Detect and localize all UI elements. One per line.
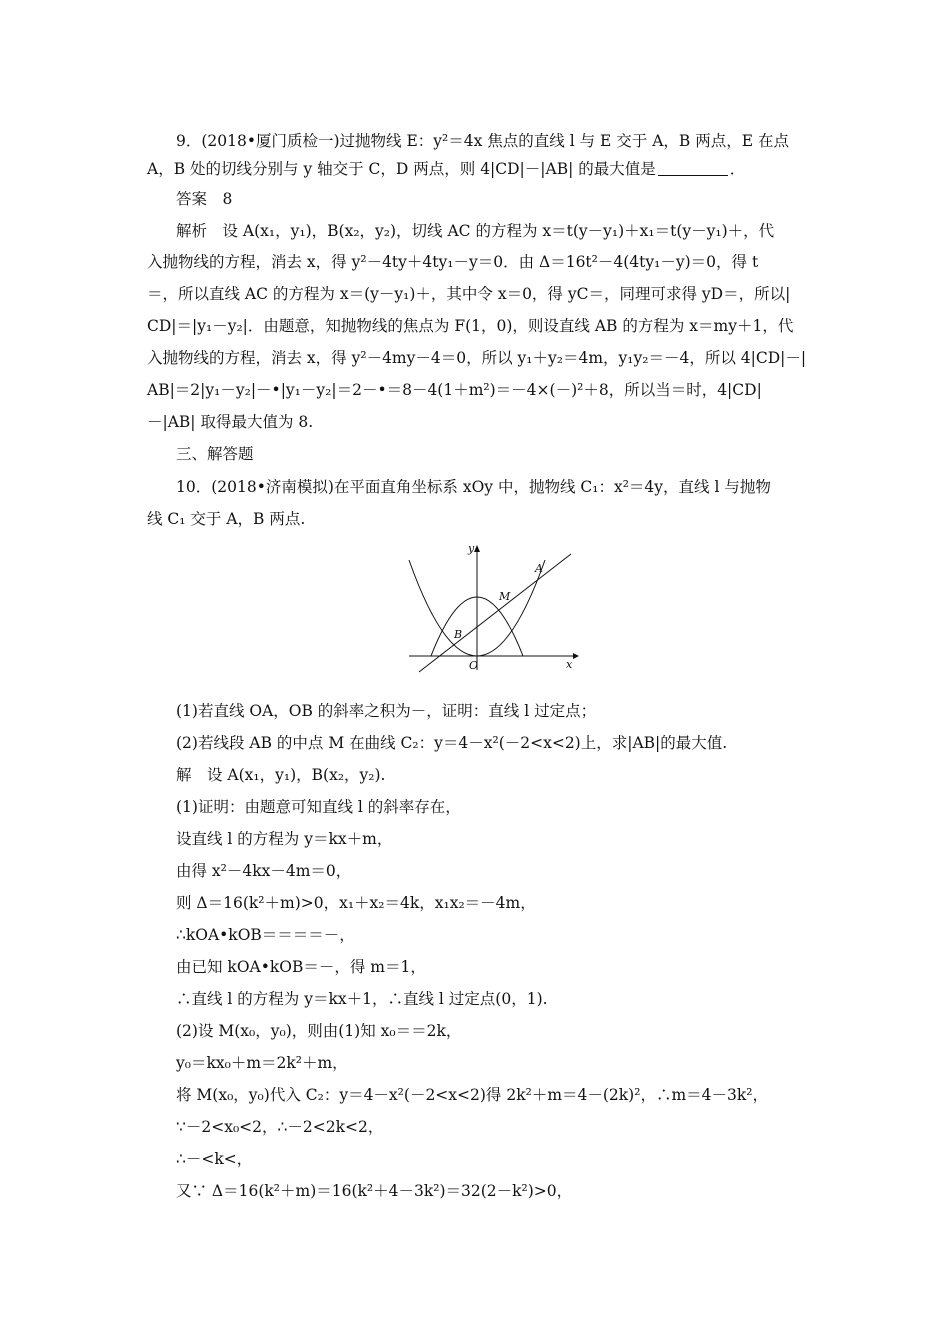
- line-text: 9．(2018•厦门质检一)过抛物线 E：y²＝4x 焦点的直线 l 与 E 交于 A，B 两点，E 在点: [176, 132, 789, 150]
- text-line-sol9c: [147, 283, 790, 305]
- text-line-q9a: [176, 130, 789, 152]
- y-axis-arrow: [474, 545, 480, 552]
- text-line-s6: [176, 924, 355, 946]
- text-line-s13: [176, 1148, 252, 1170]
- line-text: (2)若线段 AB 的中点 M 在曲线 C₂：y＝4－x²(－2<x<2)上，求|AB|的最大值.: [176, 734, 728, 752]
- line-text: 10．(2018•济南模拟)在平面直角坐标系 xOy 中，抛物线 C₁：x²＝4y，直线 l 与抛物: [176, 478, 771, 496]
- line-text: 答案 8: [176, 190, 233, 208]
- text-line-q10a: [176, 476, 771, 498]
- line-text: 入抛物线的方程，消去 x，得 y²－4ty＋4ty₁－y＝0．由 Δ＝16t²－4(4ty₁－y)＝0，得 t: [147, 253, 759, 271]
- text-line-s3: [176, 828, 392, 850]
- line-text: (2)设 M(x₀，y₀)，则由(1)知 x₀＝＝2k，: [176, 1022, 462, 1040]
- text-line-q9b: [147, 158, 745, 180]
- text-line-s8: [176, 988, 548, 1010]
- text-line-sol9e: [147, 347, 806, 369]
- parabola-figure: [405, 538, 585, 673]
- text-line-q10b: [147, 508, 305, 530]
- text-line-sol9a: [176, 220, 774, 242]
- line-text: 由已知 kOA•kOB＝－，得 m＝1，: [176, 958, 426, 976]
- text-line-sol9g: [147, 411, 313, 433]
- line-text: 将 M(x₀，y₀)代入 C₂：y＝4－x²(－2<x<2)得 2k²＋m＝4－(2k)²，∴m＝4－3k²，: [176, 1086, 768, 1104]
- text-line-sol9d: [147, 315, 793, 337]
- text-line-s14: [176, 1180, 572, 1202]
- text-line-sol9b: [147, 251, 758, 273]
- label-x: x: [566, 658, 573, 671]
- line-text: 解 设 A(x₁，y₁)，B(x₂，y₂).: [176, 766, 386, 784]
- line-text: 解析 设 A(x₁，y₁)，B(x₂，y₂)，切线 AC 的方程为 x＝t(y－y₁)＋x₁＝t(y－y₁)＋，代: [176, 222, 775, 240]
- line-text: (1)若直线 OA，OB 的斜率之积为－，证明：直线 l 过定点；: [176, 702, 597, 720]
- text-line-p1: [176, 700, 596, 722]
- text-line-sol9f: [147, 379, 762, 401]
- line-text: (1)证明：由题意可知直线 l 的斜率存在，: [176, 798, 461, 816]
- line-text: ∴kOA•kOB＝＝＝＝－，: [176, 926, 355, 944]
- label-a: A: [535, 562, 543, 575]
- line-tail: ．: [729, 160, 746, 178]
- figure-svg: [405, 538, 585, 673]
- text-line-sec3: [176, 443, 254, 465]
- line-text: ∴－<k<，: [176, 1150, 253, 1168]
- x-axis-arrow: [573, 653, 579, 659]
- line-l: [419, 554, 571, 672]
- line-text: 则 Δ＝16(k²＋m)>0，x₁＋x₂＝4k，x₁x₂＝－4m，: [176, 894, 536, 912]
- label-y: y: [468, 542, 475, 555]
- line-text: 由得 x²－4kx－4m＝0，: [176, 862, 352, 880]
- line-text: 线 C₁ 交于 A，B 两点.: [147, 510, 306, 528]
- text-line-s12: [176, 1116, 383, 1138]
- answer-blank: [658, 159, 728, 176]
- label-b: B: [454, 628, 463, 641]
- text-line-p2: [176, 732, 727, 754]
- line-text: 三、解答题: [176, 445, 254, 463]
- line-text: －|AB| 取得最大值为 8.: [147, 413, 314, 431]
- line-text: CD|＝|y₁－y₂|．由题意，知抛物线的焦点为 F(1，0)，则设直线 AB 的方程为 x＝my＋1，代: [147, 317, 794, 335]
- label-m: M: [499, 590, 511, 603]
- line-text: A，B 处的切线分别与 y 轴交于 C，D 两点，则 4|CD|－|AB| 的最大值是: [147, 160, 656, 178]
- line-text: ∵－2<x₀<2，∴－2<2k<2，: [176, 1118, 384, 1136]
- text-line-ans9: [176, 188, 232, 210]
- line-text: 设直线 l 的方程为 y＝kx＋m，: [176, 830, 393, 848]
- text-line-s4: [176, 860, 351, 882]
- line-text: ∴直线 l 的方程为 y＝kx＋1，∴直线 l 过定点(0，1).: [176, 990, 548, 1008]
- text-line-s1: [176, 764, 385, 786]
- line-text: 又∵ Δ＝16(k²＋m)＝16(k²＋4－3k²)＝32(2－k²)>0，: [176, 1182, 573, 1200]
- text-line-s5: [176, 892, 536, 914]
- line-text: ＝，所以直线 AC 的方程为 x＝(y－y₁)＋，其中令 x＝0，得 yC＝，同理可求得 yD＝，所以|: [147, 285, 791, 303]
- text-line-s10: [176, 1052, 348, 1074]
- line-text: y₀＝kx₀＋m＝2k²＋m，: [176, 1054, 348, 1072]
- line-text: 入抛物线的方程，消去 x，得 y²－4my－4＝0，所以 y₁＋y₂＝4m，y₁y₂＝－4，所以 4|CD|－|: [147, 349, 807, 367]
- label-o: O: [469, 659, 479, 672]
- text-line-s2: [176, 796, 461, 818]
- text-line-s7: [176, 956, 426, 978]
- text-line-s9: [176, 1020, 461, 1042]
- line-text: AB|＝2|y₁－y₂|－•|y₁－y₂|＝2－•＝8－4(1＋m²)＝－4×(－)²＋8，所以当＝时，4|CD|: [147, 381, 762, 399]
- text-line-s11: [176, 1084, 768, 1106]
